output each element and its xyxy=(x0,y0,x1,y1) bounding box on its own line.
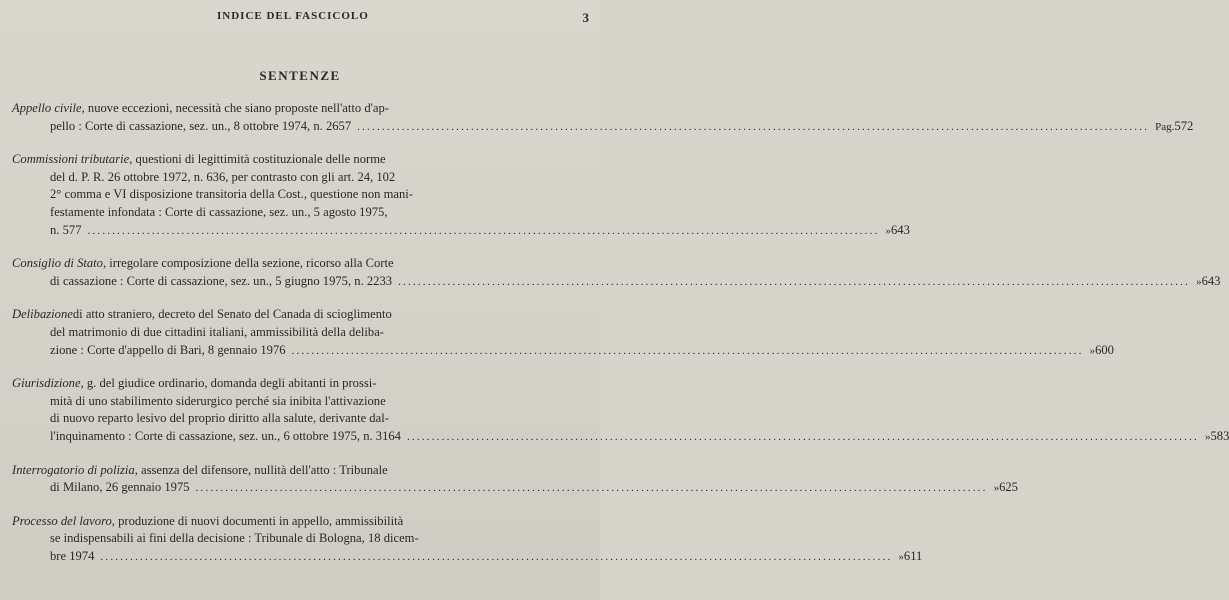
page-prefix: » xyxy=(1196,275,1202,288)
dot-leader: ................................................................................................................................................................ xyxy=(357,120,1150,133)
index-entry xyxy=(12,100,1194,136)
index-entry xyxy=(12,255,1221,291)
entry-text: , irregolare composizione della sezione, ricorso alla Corte xyxy=(102,256,394,271)
index-entry xyxy=(12,375,1229,446)
dot-leader: ................................................................................................................................................................ xyxy=(87,224,880,237)
entry-continuation-line xyxy=(12,479,1018,498)
index-entry xyxy=(12,462,1018,498)
page-reference: 625 xyxy=(999,480,1018,495)
entry-continuation-line xyxy=(12,222,910,241)
entry-continuation-line xyxy=(12,342,1114,361)
index-entries xyxy=(12,100,1229,581)
page-reference: 643 xyxy=(890,222,910,237)
entry-continuation-line xyxy=(12,410,590,428)
entry-first-line xyxy=(12,462,590,480)
page-prefix: » xyxy=(885,224,891,237)
entry-first-line xyxy=(12,375,590,393)
index-entry xyxy=(12,151,910,240)
entry-continuation-line xyxy=(12,273,1221,292)
entry-first-line xyxy=(12,100,590,118)
running-head-title: INDICE DEL FASCICOLO xyxy=(217,10,369,22)
entry-text: di cassazione : Corte di cassazione, sez. un., 5 giugno 1975, n. 2233 xyxy=(50,273,393,288)
entry-text: del d. P. R. 26 ottobre 1972, n. 636, per contrasto con gli art. 24, 102 xyxy=(50,169,396,184)
dot-leader: ................................................................................................................................................................ xyxy=(406,430,1199,443)
entry-first-line xyxy=(12,255,590,273)
entry-continuation-line xyxy=(12,393,590,411)
page-prefix: » xyxy=(993,482,1000,495)
entry-first-line xyxy=(12,513,590,531)
entry-keyword: Commissioni tributarie xyxy=(12,152,130,167)
entry-text: di nuovo reparto lesivo del proprio diritto alla salute, derivante dal- xyxy=(50,411,389,426)
entry-keyword: Interrogatorio di polizia xyxy=(12,462,135,477)
entry-continuation-line xyxy=(12,169,590,187)
entry-continuation-line xyxy=(12,530,590,548)
page-prefix: » xyxy=(1089,344,1096,357)
page-reference: 611 xyxy=(903,548,923,563)
entry-continuation-line xyxy=(12,204,590,222)
entry-continuation-line xyxy=(12,548,923,567)
index-entry xyxy=(12,306,1114,360)
entry-first-line xyxy=(12,151,590,169)
entry-text: di Milano, 26 gennaio 1975 xyxy=(50,480,190,495)
dot-leader: ................................................................................................................................................................ xyxy=(291,344,1084,357)
entry-text: l'inquinamento : Corte di cassazione, sez. un., 6 ottobre 1975, n. 3164 xyxy=(50,428,401,443)
page-reference: 583 xyxy=(1210,428,1229,443)
entry-text: mità di uno stabilimento siderurgico perché sia inibita l'attivazione xyxy=(50,393,386,408)
entry-text: del matrimonio di due cittadini italiani, ammissibilità della deliba- xyxy=(50,324,385,339)
entry-continuation-line xyxy=(12,118,1194,137)
page-prefix: Pag. xyxy=(1155,120,1175,133)
entry-text: zione : Corte d'appello di Bari, 8 gennaio 1976 xyxy=(50,342,286,357)
entry-text: festamente infondata : Corte di cassazione, sez. un., 5 agosto 1975, xyxy=(50,204,388,219)
page-prefix: » xyxy=(1204,430,1211,443)
entry-continuation-line xyxy=(12,186,590,204)
page-prefix: » xyxy=(898,550,904,563)
entry-keyword: Consiglio di Stato xyxy=(12,256,103,271)
index-entry xyxy=(12,513,923,567)
entry-keyword: Appello civile xyxy=(12,101,82,115)
dot-leader: ................................................................................................................................................................ xyxy=(398,275,1191,288)
entry-first-line xyxy=(12,306,590,324)
dot-leader: ................................................................................................................................................................ xyxy=(195,482,988,495)
section-title: SENTENZE xyxy=(259,68,341,83)
entry-text: pello : Corte di cassazione, sez. un., 8 ottobre 1974, n. 2657 xyxy=(50,118,352,133)
page-reference: 600 xyxy=(1095,342,1114,357)
entry-text: n. 577 xyxy=(50,222,82,237)
entry-keyword: Giurisdizione xyxy=(12,376,81,391)
running-head xyxy=(0,10,600,28)
entry-text: , questioni di legittimità costituzionale delle norme xyxy=(129,152,386,167)
entry-text: se indispensabili ai fini della decisione : Tribunale di Bologna, 18 dicem- xyxy=(50,531,419,546)
entry-keyword: Processo del lavoro xyxy=(12,513,112,528)
entry-keyword: Delibazione xyxy=(12,307,73,322)
page-reference: 572 xyxy=(1174,118,1194,133)
entry-continuation-line xyxy=(12,324,590,342)
entry-text: 2° comma e VI disposizione transitoria della Cost., questione non mani- xyxy=(50,187,413,202)
entry-text: , assenza del difensore, nullità dell'atto : Tribunale xyxy=(134,462,388,477)
entry-text: di atto straniero, decreto del Senato del Canada di scioglimento xyxy=(72,307,392,322)
entry-continuation-line xyxy=(12,428,1229,447)
entry-text: bre 1974 xyxy=(50,548,95,563)
dot-leader: ................................................................................................................................................................ xyxy=(100,550,893,563)
entry-text: , produzione di nuovi documenti in appello, ammissibilità xyxy=(111,513,404,528)
running-head-page-number: 3 xyxy=(582,10,590,25)
entry-text: , nuove eccezioni, necessità che siano proposte nell'atto d'ap- xyxy=(81,101,389,115)
entry-text: , g. del giudice ordinario, domanda degli abitanti in prossi- xyxy=(80,376,377,391)
page-reference: 643 xyxy=(1201,273,1221,288)
